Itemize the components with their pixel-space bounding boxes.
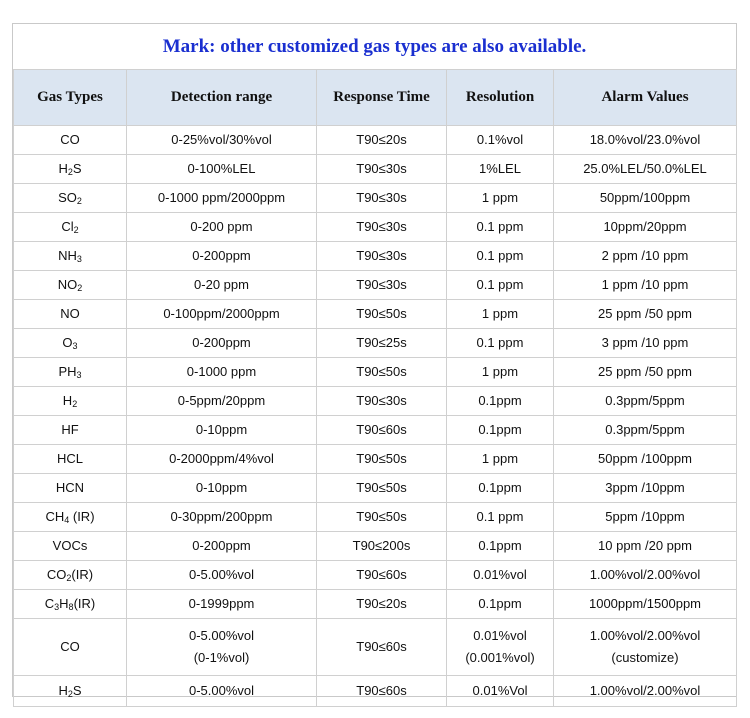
resolution-cell-value: 0.1 ppm [476, 509, 524, 524]
detection-range-cell [127, 416, 317, 445]
response-time-cell-value: T90≤50s [356, 306, 407, 321]
table-row [14, 329, 737, 358]
alarm-values-cell-value: 0.3ppm/5ppm [605, 422, 685, 437]
header-alarm-values: Alarm Values [554, 70, 737, 126]
alarm-values-cell [554, 300, 737, 329]
alarm-values-cell-value: 1000ppm/1500ppm [588, 596, 702, 611]
detection-range-cell [127, 619, 317, 676]
detection-range-cell-value: 0-100%LEL [187, 161, 256, 176]
alarm-values-cell-value: 50ppm/100ppm [599, 190, 691, 205]
detection-range-cell-value: 0-20 ppm [194, 277, 249, 292]
detection-range-cell-value: 0-200ppm [192, 538, 251, 553]
alarm-values-cell-value: 0.3ppm/5ppm [605, 393, 685, 408]
resolution-cell [447, 271, 554, 300]
alarm-values-cell-value: 1 ppm /10 ppm [601, 277, 689, 292]
resolution-cell-note: (0.001%vol) [465, 650, 535, 665]
resolution-cell-value: 0.01%Vol [472, 683, 528, 698]
resolution-cell-value: 1 ppm [481, 306, 519, 321]
gas-subscript: 2 [77, 283, 83, 293]
response-time-cell-value: T90≤50s [356, 364, 407, 379]
detection-range-cell-value: 0-200ppm [192, 335, 251, 350]
response-time-cell [317, 271, 447, 300]
response-time-cell [317, 358, 447, 387]
detection-range-cell-value: 0-1000 ppm/2000ppm [157, 190, 286, 205]
response-time-cell [317, 126, 447, 155]
response-time-cell [317, 213, 447, 242]
detection-range-cell [127, 503, 317, 532]
gas-type-cell [14, 532, 127, 561]
alarm-values-cell [554, 387, 737, 416]
gas-type-cell [14, 126, 127, 155]
resolution-cell-value: 1%LEL [479, 161, 521, 176]
header-resolution: Resolution [447, 70, 554, 126]
response-time-cell-value: T90≤60s [356, 639, 407, 654]
gas-type-cell [14, 619, 127, 676]
gas-subscript: 8 [68, 602, 74, 612]
gas-formula-text: PH [58, 364, 77, 379]
gas-type-cell [14, 416, 127, 445]
gas-formula-text: H [62, 393, 73, 408]
page-title: Mark: other customized gas types are also available. [162, 35, 587, 57]
alarm-values-cell [554, 155, 737, 184]
alarm-values-cell-value: 25 ppm /50 ppm [598, 364, 692, 379]
alarm-values-cell-value: 25.0%LEL/50.0%LEL [583, 161, 707, 176]
table-row [14, 445, 737, 474]
resolution-cell-value: 0.1ppm [478, 596, 522, 611]
gas-subscript: 2 [73, 225, 79, 235]
resolution-cell-value: 1 ppm [481, 364, 519, 379]
table-row [14, 184, 737, 213]
alarm-values-cell-value: 1.00%vol/2.00%vol [589, 567, 701, 582]
response-time-cell [317, 676, 447, 707]
gas-type-cell [14, 213, 127, 242]
gas-type-cell [14, 387, 127, 416]
resolution-cell-value: 0.1 ppm [476, 335, 524, 350]
alarm-values-cell-value: 1.00%vol/2.00%vol [589, 683, 701, 698]
resolution-cell-value: 1 ppm [481, 451, 519, 466]
alarm-values-cell-value: 10ppm/20ppm [603, 219, 687, 234]
table-row [14, 126, 737, 155]
detection-range-cell [127, 271, 317, 300]
alarm-values-cell [554, 358, 737, 387]
response-time-cell [317, 329, 447, 358]
table-row [14, 242, 737, 271]
detection-range-cell-value: 0-25%vol/30%vol [171, 132, 272, 147]
alarm-values-cell [554, 561, 737, 590]
alarm-values-cell [554, 416, 737, 445]
resolution-cell-value: 0.01%vol [473, 628, 527, 643]
resolution-cell [447, 300, 554, 329]
gas-formula-text: (IR) [69, 509, 95, 524]
gas-formula-text: O [62, 335, 73, 350]
detection-range-cell-value: 0-1000 ppm [186, 364, 257, 379]
detection-range-cell-value: 0-10ppm [195, 480, 248, 495]
resolution-cell-value: 0.1 ppm [476, 277, 524, 292]
alarm-values-cell [554, 271, 737, 300]
alarm-values-cell-value: 25 ppm /50 ppm [598, 306, 692, 321]
resolution-cell-value: 0.1ppm [478, 422, 522, 437]
detection-range-cell [127, 126, 317, 155]
resolution-cell [447, 676, 554, 707]
alarm-values-cell-value: 2 ppm /10 ppm [601, 248, 689, 263]
response-time-cell-value: T90≤50s [356, 451, 407, 466]
resolution-cell [447, 155, 554, 184]
table-row [14, 474, 737, 503]
gas-type-cell [14, 474, 127, 503]
detection-range-cell-value: 0-2000ppm/4%vol [169, 451, 274, 466]
detection-range-cell-value: 0-30ppm/200ppm [170, 509, 273, 524]
resolution-cell [447, 445, 554, 474]
gas-subscript: 4 [64, 515, 70, 525]
gas-formula-text: CO [60, 132, 80, 147]
alarm-values-cell [554, 242, 737, 271]
gas-formula-text: (IR) [71, 567, 94, 582]
response-time-cell-value: T90≤30s [356, 277, 407, 292]
gas-formula-text: CO [60, 639, 80, 654]
header-detection-range: Detection range [127, 70, 317, 126]
gas-type-cell [14, 184, 127, 213]
detection-range-cell [127, 387, 317, 416]
detection-range-cell [127, 358, 317, 387]
table-header-row [14, 70, 737, 126]
response-time-cell-value: T90≤30s [356, 393, 407, 408]
gas-formula-text: HCN [55, 480, 85, 495]
gas-formula-text: H [58, 161, 68, 176]
detection-range-cell-value: 0-100ppm/2000ppm [163, 306, 280, 321]
alarm-values-cell [554, 474, 737, 503]
alarm-values-cell-value: 3ppm /10ppm [605, 480, 685, 495]
gas-formula-text: NO [57, 277, 78, 292]
detection-range-cell [127, 184, 317, 213]
alarm-values-cell [554, 532, 737, 561]
alarm-values-cell [554, 676, 737, 707]
detection-range-cell [127, 155, 317, 184]
detection-range-cell-value: 0-5.00%vol [188, 683, 255, 698]
gas-type-cell [14, 358, 127, 387]
response-time-cell [317, 300, 447, 329]
gas-formula-text: HF [61, 422, 79, 437]
resolution-cell [447, 619, 554, 676]
response-time-cell-value: T90≤60s [356, 567, 407, 582]
gas-subscript: 2 [72, 399, 78, 409]
response-time-cell-value: T90≤30s [356, 248, 407, 263]
detection-range-cell-value: 0-5ppm/20ppm [177, 393, 266, 408]
gas-formula-text: (IR) [73, 596, 96, 611]
gas-subscript: 3 [76, 370, 82, 380]
table-row [14, 300, 737, 329]
gas-spec-table [13, 69, 737, 707]
resolution-cell [447, 416, 554, 445]
alarm-values-cell [554, 329, 737, 358]
detection-range-cell-value: 0-5.00%vol [188, 567, 255, 582]
resolution-cell-value: 0.1%vol [476, 132, 524, 147]
gas-subscript: 2 [67, 689, 73, 699]
gas-type-cell [14, 329, 127, 358]
resolution-cell [447, 184, 554, 213]
detection-range-cell-value: 0-5.00%vol [188, 628, 255, 643]
detection-range-cell [127, 213, 317, 242]
gas-subscript: 3 [54, 602, 60, 612]
detection-range-cell-value: 0-10ppm [195, 422, 248, 437]
gas-type-cell [14, 300, 127, 329]
detection-range-cell-value: 0-200 ppm [190, 219, 253, 234]
response-time-cell-value: T90≤20s [356, 596, 407, 611]
gas-formula-text: CO [46, 567, 67, 582]
alarm-values-cell-value: 5ppm /10ppm [605, 509, 685, 524]
resolution-cell [447, 532, 554, 561]
alarm-values-cell [554, 213, 737, 242]
gas-formula-text: NH [58, 248, 77, 263]
response-time-cell-value: T90≤50s [356, 480, 407, 495]
response-time-cell [317, 619, 447, 676]
response-time-cell [317, 474, 447, 503]
gas-formula-text: H [59, 596, 69, 611]
resolution-cell [447, 503, 554, 532]
gas-formula-text: H [58, 683, 68, 698]
gas-formula-text: Cl [61, 219, 74, 234]
gas-subscript: 2 [67, 167, 73, 177]
alarm-values-cell-value: 18.0%vol/23.0%vol [589, 132, 701, 147]
alarm-values-cell [554, 619, 737, 676]
gas-type-cell [14, 242, 127, 271]
alarm-values-cell-value: 10 ppm /20 ppm [598, 538, 692, 553]
table-row [14, 387, 737, 416]
table-row [14, 676, 737, 707]
response-time-cell-value: T90≤25s [356, 335, 407, 350]
response-time-cell [317, 242, 447, 271]
response-time-cell [317, 387, 447, 416]
table-row [14, 619, 737, 676]
table-row [14, 590, 737, 619]
resolution-cell-value: 1 ppm [481, 190, 519, 205]
alarm-values-cell-value: 50ppm /100ppm [598, 451, 692, 466]
resolution-cell-value: 0.1 ppm [476, 248, 524, 263]
resolution-cell [447, 242, 554, 271]
detection-range-cell-value: 0-1999ppm [188, 596, 255, 611]
response-time-cell-value: T90≤60s [356, 683, 407, 698]
resolution-cell [447, 474, 554, 503]
alarm-values-cell [554, 445, 737, 474]
table-row [14, 155, 737, 184]
detection-range-cell [127, 300, 317, 329]
resolution-cell-value: 0.01%vol [473, 567, 527, 582]
detection-range-cell [127, 242, 317, 271]
gas-formula-text: CH [45, 509, 65, 524]
gas-type-cell [14, 271, 127, 300]
response-time-cell-value: T90≤50s [356, 509, 407, 524]
resolution-cell-value: 0.1ppm [478, 538, 522, 553]
gas-type-cell [14, 676, 127, 707]
detection-range-cell [127, 561, 317, 590]
gas-formula-text: HCL [56, 451, 83, 466]
response-time-cell-value: T90≤200s [352, 538, 411, 553]
gas-type-cell [14, 445, 127, 474]
gas-type-cell [14, 561, 127, 590]
response-time-cell-value: T90≤60s [356, 422, 407, 437]
alarm-values-cell [554, 184, 737, 213]
table-row [14, 503, 737, 532]
gas-formula-text: C [44, 596, 55, 611]
gas-type-cell [14, 155, 127, 184]
gas-formula-text: S [72, 683, 82, 698]
gas-subscript: 3 [76, 254, 82, 264]
resolution-cell [447, 387, 554, 416]
response-time-cell [317, 445, 447, 474]
detection-range-cell [127, 329, 317, 358]
gas-subscript: 3 [72, 341, 78, 351]
alarm-values-cell-note: (customize) [611, 650, 679, 665]
table-row [14, 561, 737, 590]
response-time-cell [317, 561, 447, 590]
resolution-cell [447, 126, 554, 155]
table-row [14, 213, 737, 242]
detection-range-cell [127, 474, 317, 503]
resolution-cell-value: 0.1ppm [478, 480, 522, 495]
gas-formula-text: SO [58, 190, 77, 205]
gas-subscript: 2 [76, 196, 82, 206]
gas-formula-text: VOCs [52, 538, 88, 553]
alarm-values-cell-value: 1.00%vol/2.00%vol [589, 628, 701, 643]
gas-subscript: 2 [66, 573, 72, 583]
detection-range-cell [127, 590, 317, 619]
alarm-values-cell [554, 503, 737, 532]
resolution-cell-value: 0.1 ppm [476, 219, 524, 234]
response-time-cell [317, 155, 447, 184]
response-time-cell [317, 590, 447, 619]
header-response-time: Response Time [317, 70, 447, 126]
response-time-cell-value: T90≤20s [356, 132, 407, 147]
gas-type-cell [14, 503, 127, 532]
alarm-values-cell [554, 126, 737, 155]
response-time-cell-value: T90≤30s [356, 161, 407, 176]
resolution-cell [447, 561, 554, 590]
detection-range-cell-value: 0-200ppm [192, 248, 251, 263]
spec-table-frame [12, 23, 737, 697]
response-time-cell [317, 532, 447, 561]
detection-range-cell-note: (0-1%vol) [193, 650, 250, 665]
resolution-cell [447, 329, 554, 358]
detection-range-cell [127, 532, 317, 561]
table-row [14, 532, 737, 561]
response-time-cell-value: T90≤30s [356, 190, 407, 205]
gas-formula-text: NO [60, 306, 80, 321]
table-row [14, 271, 737, 300]
response-time-cell [317, 184, 447, 213]
detection-range-cell [127, 676, 317, 707]
table-row [14, 416, 737, 445]
resolution-cell [447, 590, 554, 619]
response-time-cell-value: T90≤30s [356, 219, 407, 234]
resolution-cell [447, 358, 554, 387]
response-time-cell [317, 503, 447, 532]
table-row [14, 358, 737, 387]
resolution-cell [447, 213, 554, 242]
detection-range-cell [127, 445, 317, 474]
resolution-cell-value: 0.1ppm [478, 393, 522, 408]
alarm-values-cell [554, 590, 737, 619]
response-time-cell [317, 416, 447, 445]
header-gas-types: Gas Types [14, 70, 127, 126]
alarm-values-cell-value: 3 ppm /10 ppm [601, 335, 689, 350]
gas-formula-text: S [72, 161, 82, 176]
gas-type-cell [14, 590, 127, 619]
